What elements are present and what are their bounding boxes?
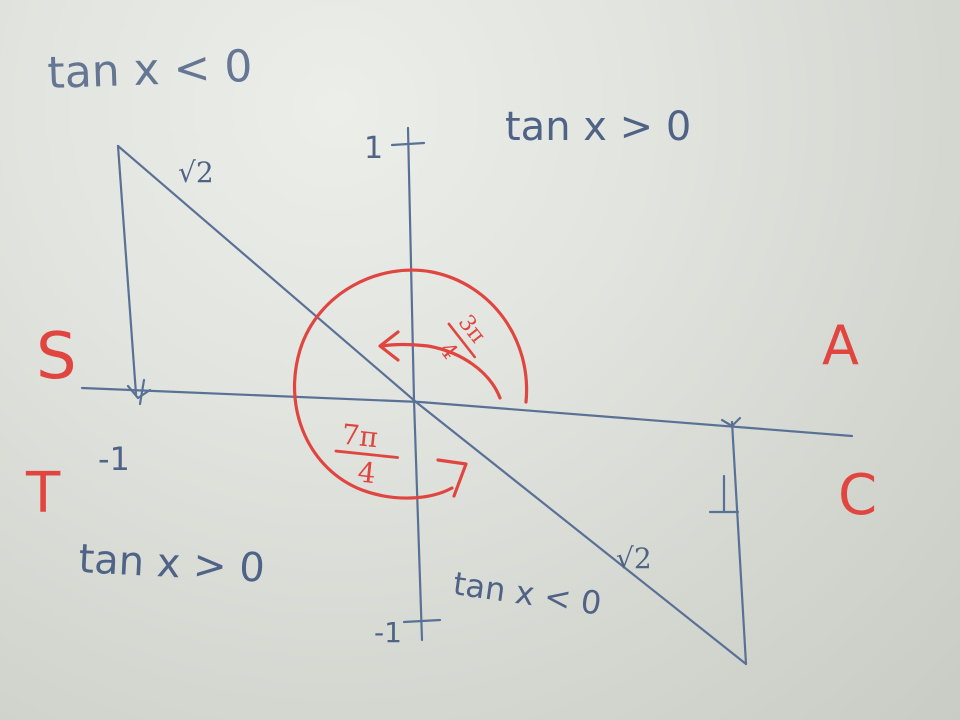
y-axis	[408, 128, 422, 640]
x-axis	[82, 388, 852, 436]
angle-3pi-4-numerator: 3π	[452, 310, 491, 349]
angle-7pi-4-numerator: 7π	[340, 417, 380, 455]
tan-sign-q2: tan x < 0	[46, 40, 254, 99]
triangle-q4-vertical-leg	[732, 422, 746, 664]
angle-arc-7pi-4-arrowhead	[438, 460, 466, 496]
x-tick-left	[140, 380, 144, 404]
tan-sign-q1: tan x > 0	[505, 104, 692, 150]
triangle-q4-hypotenuse	[416, 402, 746, 664]
x-tick-label-left: -1	[98, 440, 130, 478]
triangle-q2-vertical-leg	[118, 146, 136, 394]
y-tick-label-top: 1	[364, 131, 384, 166]
tan-sign-q4: tan x < 0	[450, 564, 604, 623]
tan-sign-q3: tan x > 0	[77, 536, 266, 592]
y-tick-top	[392, 143, 424, 145]
hypotenuse-label-lower: √2	[616, 542, 652, 575]
quadrant-label-s: S	[36, 320, 77, 394]
angle-label-3pi-4	[425, 307, 496, 375]
quadrant-label-c: C	[838, 463, 878, 528]
angle-7pi-4-denominator: 4	[356, 455, 378, 491]
angle-3pi-4-denominator: 4	[433, 338, 463, 365]
hypotenuse-label-upper: √2	[178, 156, 214, 189]
triangle-q2-hypotenuse	[118, 146, 416, 402]
y-tick-bottom	[404, 620, 440, 622]
y-tick-label-bottom: -1	[374, 616, 402, 649]
quadrant-label-a: A	[822, 314, 859, 377]
triangle-q2-corner-arrow	[128, 386, 150, 398]
quadrant-label-t: T	[26, 461, 61, 526]
triangle-q4-down-arrow	[710, 476, 738, 512]
